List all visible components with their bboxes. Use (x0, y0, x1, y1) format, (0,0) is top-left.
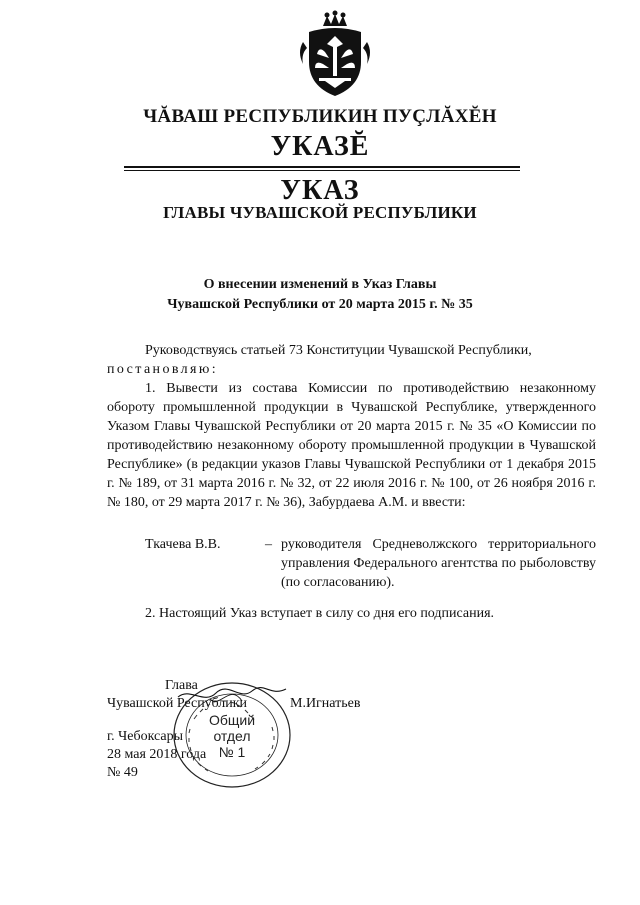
header-chuvash-doc-type: УКАЗĔ (270, 131, 370, 162)
footer-place: г. Чебоксары (107, 729, 184, 744)
header-chuvash-line: ЧĂВАШ РЕСПУБЛИКИН ПУÇЛĂХĔН (143, 106, 497, 127)
header-issuer: ГЛАВЫ ЧУВАШСКОЙ РЕСПУБЛИКИ (163, 203, 477, 222)
item-1: 1. Вывести из состава Комиссии по противодействию незаконному обороту промышленной продукции в Чувашской Республике, утвержденного Указом Главы Чувашской Республики от 20 марта 2015 г. № 35 «О Комиссии по противодействию незаконному обороту промышленной продукции в Чувашской Республике» (в редакции указов Главы Чувашской Республики от 1 декабря 2015 г. № 189, от 31 марта 2016 г. № 32, от 22 июля 2016 г. № 100, от 26 ноября 2016 г. № 180, от 29 марта 2017 г. № 36), Забурдаева А.М. и ввести: (107, 381, 596, 510)
appointee-name: Ткачева В.В. (145, 537, 221, 552)
signature-role-line-1: Глава (165, 678, 198, 693)
item-2: 2. Настоящий Указ вступает в силу со дня его подписания. (145, 606, 495, 621)
footer-number: № 49 (107, 765, 138, 780)
preamble: Руководствуясь статьей 73 Конституции Чувашской Республики, (145, 343, 532, 358)
signature-name: М.Игнатьев (290, 696, 361, 711)
header-divider-thin (124, 170, 520, 171)
signature-role-line-2: Чувашской Республики (107, 696, 248, 711)
document-title (0, 275, 640, 315)
header-doc-type: УКАЗ (280, 175, 360, 206)
footer-date: 28 мая 2018 года (107, 747, 207, 762)
title-line-2: Чувашской Республики от 20 марта 2015 г. № 35 (167, 297, 473, 312)
document-body (107, 341, 596, 512)
appointee-dash: – (265, 537, 272, 552)
title-line-1: О внесении изменений в Указ Главы (203, 277, 437, 292)
decree-word: постановляю: (107, 362, 219, 377)
appointee-role: руководителя Средневолжского территориального управления Федерального агентства по рыболовству (по согласованию). (281, 537, 596, 590)
stamp-line-2: отдел (213, 728, 251, 744)
stamp-line-1: Общий (208, 712, 256, 728)
coat-of-arms-emblem (289, 8, 381, 100)
header-divider-thick (124, 166, 520, 168)
stamp-line-3: № 1 (218, 744, 246, 760)
